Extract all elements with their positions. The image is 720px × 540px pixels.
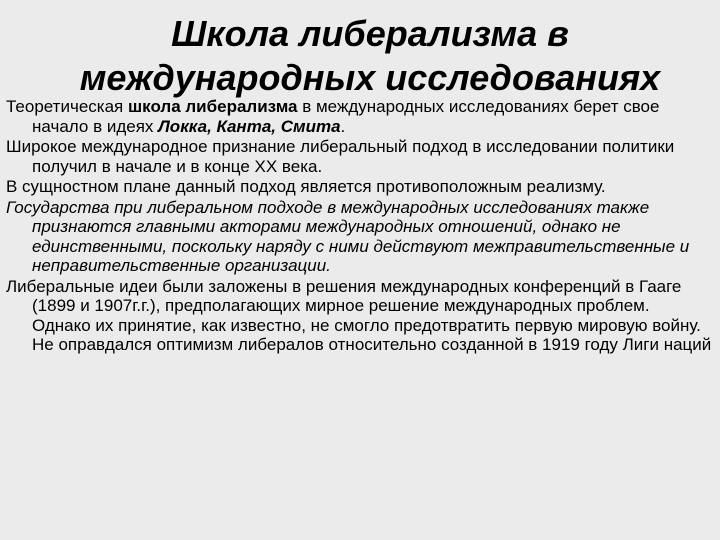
liberalism-school-emphasis: школа либерализма bbox=[127, 97, 298, 116]
paragraph-origins-text-1: Теоретическая bbox=[6, 97, 128, 116]
paragraph-origins-text-2: в международных исследованиях берет свое начало в идеях bbox=[32, 97, 660, 136]
paragraph-hague-conferences: Либеральные идеи были заложены в решения международных конференций в Гааге (1899 и 1907г.г.), предполагающих мирное решение международных проблем. Однако их принятие, как известно, не смогло предотвратить первую мировую войну. Не оправдался оптимизм либералов относительно созданной в 1919 году Лиги наций bbox=[6, 276, 712, 354]
slide-title-line-2: международных исследованиях bbox=[79, 57, 661, 98]
paragraph-origins bbox=[6, 97, 712, 136]
paragraph-realism-contrast: В сущностном плане данный подход является противоположным реализму. bbox=[6, 177, 606, 196]
paragraph-origins-text-3: . bbox=[340, 116, 346, 136]
slide-body bbox=[6, 97, 712, 356]
paragraph-recognition: Широкое международное признание либеральный подход в исследовании политики получил в начале и в конце XX века. bbox=[6, 137, 675, 176]
slide-title-line-1: Школа либерализма в bbox=[171, 13, 569, 54]
slide-title bbox=[30, 12, 710, 100]
paragraph-states-actors: Государства при либеральном подходе в международных исследованиях также признаются главными акторами международных отношений, однако не единственными, поскольку наряду с ними действуют межправительственные и неправительственные организации. bbox=[6, 197, 690, 275]
philosophers-emphasis: Локка, Канта, Смита bbox=[158, 116, 341, 136]
